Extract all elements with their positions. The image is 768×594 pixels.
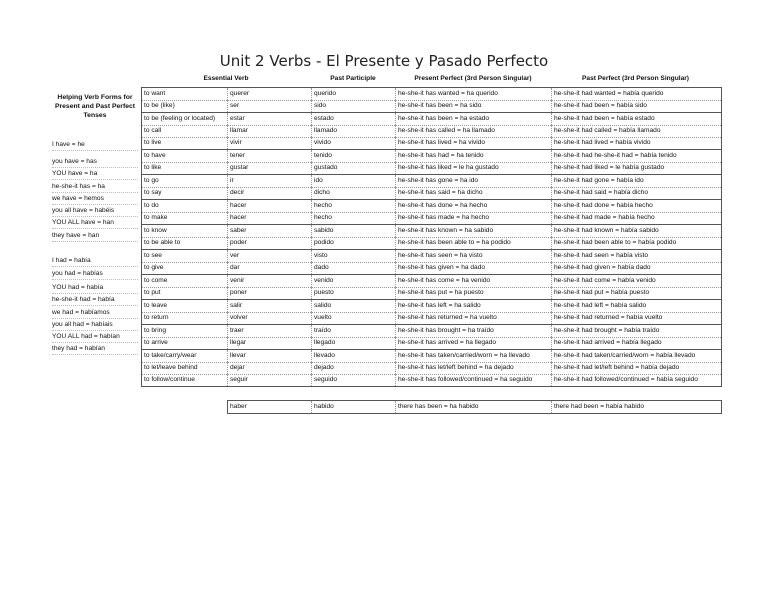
cell-infinitive: to arrive	[142, 337, 228, 349]
cell-past-perfect: he-she-it had said = había dicho	[554, 189, 649, 196]
cell-essential-verb: estar	[228, 113, 312, 125]
cell-past-perfect: he-she-it had wanted = había querido	[554, 90, 664, 97]
cell-past-perfect: he-she-it had arrived = había llegado	[554, 339, 662, 346]
cell-present-perfect: he-she-it has had = ha tenido	[396, 150, 552, 162]
cell-past-perfect: he-she-it had taken/carried/worn = había llevado	[554, 352, 696, 359]
cell-past-participle: podido	[312, 237, 396, 249]
cell-past-perfect: he-she-it had brought = había traído	[554, 327, 660, 334]
cell-infinitive: to give	[142, 262, 228, 274]
cell-essential-verb: poder	[228, 237, 312, 249]
helper-verb-item: they had = habían	[52, 343, 138, 355]
cell-present-perfect: he-she-it has said = ha dicho	[396, 187, 552, 199]
cell-past-perfect: he-she-it had left = había salido	[554, 302, 647, 309]
cell-essential-verb: decir	[228, 187, 312, 199]
cell-past-perfect: he-she-it had let/left behind = había dejado	[554, 364, 680, 371]
cell-present-perfect: he-she-it has gone = ha ido	[396, 175, 552, 187]
cell-essential-verb: poner	[228, 287, 312, 299]
cell-past-perfect: he-she-it had known = había sabido	[554, 227, 659, 234]
cell-present-perfect: he-she-it has done = ha hecho	[396, 200, 552, 212]
cell-infinitive: to see	[142, 250, 228, 262]
cell-essential-verb: hacer	[228, 200, 312, 212]
cell-infinitive: to follow/continue	[142, 374, 228, 386]
cell-past-perfect: he-she-it had put = había puesto	[554, 289, 650, 296]
cell-essential-verb: saber	[228, 225, 312, 237]
table-row	[142, 312, 721, 324]
helper-verb-item: we had = habíamos	[52, 307, 138, 319]
cell-essential-verb: llevar	[228, 350, 312, 362]
table-row	[142, 237, 721, 249]
cell-past-participle: puesto	[312, 287, 396, 299]
cell-essential-verb: dar	[228, 262, 312, 274]
verb-group	[141, 299, 722, 325]
haber-present-perfect: there has been = ha habido	[396, 401, 552, 413]
cell-past-perfect: he-she-it had followed/continued = había seguido	[554, 376, 698, 383]
cell-past-perfect: he-she-it had been able to = había podido	[554, 239, 677, 246]
cell-past-participle: dado	[312, 262, 396, 274]
cell-essential-verb: salir	[228, 300, 312, 312]
cell-present-perfect: he-she-it has been = ha estado	[396, 113, 552, 125]
header-past-perfect: Past Perfect (3rd Person Singular)	[582, 75, 689, 82]
haber-past-perfect: there had been = había habido	[554, 403, 645, 410]
cell-past-perfect: he-she-it had gone = había ido	[554, 177, 644, 184]
cell-infinitive: to have	[142, 150, 228, 162]
cell-past-participle: vivido	[312, 137, 396, 149]
helper-verb-item: YOU have = ha	[52, 168, 138, 180]
cell-present-perfect: he-she-it has left = ha salido	[396, 300, 552, 312]
table-row	[142, 337, 721, 349]
cell-essential-verb: venir	[228, 275, 312, 287]
verb-group	[141, 87, 722, 113]
cell-past-participle: dicho	[312, 187, 396, 199]
cell-present-perfect: he-she-it has seen = ha visto	[396, 250, 552, 262]
cell-past-participle: sabido	[312, 225, 396, 237]
cell-present-perfect: he-she-it has lived = ha vivido	[396, 137, 552, 149]
cell-infinitive: to put	[142, 287, 228, 299]
cell-past-participle: ido	[312, 175, 396, 187]
cell-past-perfect: he-she-it had made = había hecho	[554, 214, 655, 221]
cell-past-perfect: he-she-it had been = había estado	[554, 115, 655, 122]
verb-group	[141, 324, 722, 350]
cell-infinitive: to be (like)	[142, 100, 228, 112]
verb-group	[141, 349, 722, 387]
cell-infinitive: to want	[142, 88, 228, 100]
page-title: Unit 2 Verbs - El Presente y Pasado Perfecto	[219, 52, 549, 70]
cell-infinitive: to call	[142, 125, 228, 137]
cell-present-perfect: he-she-it has arrived = ha llegado	[396, 337, 552, 349]
cell-past-participle: gustado	[312, 162, 396, 174]
cell-infinitive: to come	[142, 275, 228, 287]
verb-group	[141, 199, 722, 225]
cell-essential-verb: tener	[228, 150, 312, 162]
cell-past-participle: tenido	[312, 150, 396, 162]
verb-group	[141, 174, 722, 200]
cell-past-perfect: he-she-it had given = había dado	[554, 264, 651, 271]
helper-verb-item: I had = había	[52, 255, 138, 267]
header-essential-verb: Essential Verb	[203, 75, 249, 82]
table-row	[142, 187, 721, 199]
cell-present-perfect: he-she-it has been able to = ha podido	[396, 237, 552, 249]
table-row	[142, 100, 721, 112]
cell-past-participle: querido	[312, 88, 396, 100]
cell-essential-verb: vivir	[228, 137, 312, 149]
cell-essential-verb: llamar	[228, 125, 312, 137]
cell-present-perfect: he-she-it has liked = le ha gustado	[396, 162, 552, 174]
cell-past-participle: llamado	[312, 125, 396, 137]
cell-past-participle: dejado	[312, 362, 396, 374]
cell-past-participle: llegado	[312, 337, 396, 349]
helper-verb-item: you all have = habéis	[52, 205, 138, 217]
cell-present-perfect: he-she-it has made = ha hecho	[396, 212, 552, 224]
verb-group	[141, 112, 722, 150]
cell-infinitive: to be (feeling or located)	[142, 113, 228, 125]
verb-group	[141, 249, 722, 275]
cell-past-participle: seguido	[312, 374, 396, 386]
cell-past-participle: salido	[312, 300, 396, 312]
helper-verb-item: you all had = habíais	[52, 319, 138, 331]
haber-infinitive: haber	[228, 401, 312, 413]
cell-present-perfect: he-she-it has returned = ha vuelto	[396, 312, 552, 324]
cell-essential-verb: seguir	[228, 374, 312, 386]
cell-essential-verb: gustar	[228, 162, 312, 174]
cell-past-perfect: he-she-it had called = había llamado	[554, 127, 661, 134]
cell-infinitive: to make	[142, 212, 228, 224]
helper-verb-item: he-she-it has = ha	[52, 181, 138, 193]
cell-past-participle: estado	[312, 113, 396, 125]
cell-present-perfect: he-she-it has let/left behind = ha dejado	[396, 362, 552, 374]
helper-verb-item: YOU ALL have = han	[52, 217, 138, 229]
helper-verb-item: I have = he	[52, 139, 138, 151]
verb-group	[141, 224, 722, 250]
cell-essential-verb: traer	[228, 325, 312, 337]
table-row	[142, 162, 721, 174]
cell-infinitive: to bring	[142, 325, 228, 337]
cell-essential-verb: ir	[228, 175, 312, 187]
cell-past-perfect: he-she-it had come = había venido	[554, 277, 656, 284]
cell-present-perfect: he-she-it has known = ha sabido	[396, 225, 552, 237]
cell-infinitive: to be able to	[142, 237, 228, 249]
table-row	[142, 287, 721, 299]
cell-past-perfect: he-she-it had seen = había visto	[554, 252, 649, 259]
helper-verb-item: we have = hemos	[52, 193, 138, 205]
cell-essential-verb: volver	[228, 312, 312, 324]
cell-present-perfect: he-she-it has put = ha puesto	[396, 287, 552, 299]
cell-past-participle: venido	[312, 275, 396, 287]
helper-verb-item: you have = has	[52, 156, 138, 168]
cell-past-participle: sido	[312, 100, 396, 112]
cell-essential-verb: ser	[228, 100, 312, 112]
cell-past-participle: traído	[312, 325, 396, 337]
cell-infinitive: to know	[142, 225, 228, 237]
cell-present-perfect: he-she-it has come = ha venido	[396, 275, 552, 287]
cell-present-perfect: he-she-it has wanted = ha querido	[396, 88, 552, 100]
table-row	[142, 262, 721, 274]
helper-verb-item: YOU ALL had = habían	[52, 331, 138, 343]
cell-infinitive: to like	[142, 162, 228, 174]
cell-past-participle: hecho	[312, 212, 396, 224]
cell-past-perfect: he-she-it had liked = le había gustado	[554, 164, 665, 171]
cell-essential-verb: dejar	[228, 362, 312, 374]
helper-verb-item: YOU had = había	[52, 282, 138, 294]
header-present-perfect: Present Perfect (3rd Person Singular)	[414, 75, 532, 82]
cell-past-perfect: he-she-it had been = había sido	[554, 102, 647, 109]
helper-verb-title: Helping Verb Forms for Present and Past Perfect Tenses	[54, 94, 136, 119]
cell-present-perfect: he-she-it has given = ha dado	[396, 262, 552, 274]
cell-present-perfect: he-she-it has been = ha sido	[396, 100, 552, 112]
cell-present-perfect: he-she-it has called = ha llamado	[396, 125, 552, 137]
header-past-participle: Past Participle	[330, 75, 376, 82]
cell-present-perfect: he-she-it has taken/carried/worn = ha llevado	[396, 350, 552, 362]
verb-group	[141, 274, 722, 300]
cell-present-perfect: he-she-it has followed/continued = ha seguido	[396, 374, 552, 386]
cell-infinitive: to let/leave behind	[142, 362, 228, 374]
helper-verb-item: they have = han	[52, 230, 138, 242]
table-row	[142, 137, 721, 149]
cell-past-perfect: he-she-it had returned = había vuelto	[554, 314, 663, 321]
cell-infinitive: to leave	[142, 300, 228, 312]
helper-verb-item: you had = habías	[52, 268, 138, 280]
haber-row	[227, 400, 722, 414]
cell-infinitive: to take/carry/wear	[142, 350, 228, 362]
cell-essential-verb: querer	[228, 88, 312, 100]
cell-past-participle: llevado	[312, 350, 396, 362]
cell-present-perfect: he-she-it has brought = ha traído	[396, 325, 552, 337]
cell-infinitive: to do	[142, 200, 228, 212]
helper-verb-item: he-she-it had = había	[52, 294, 138, 306]
cell-past-participle: hecho	[312, 200, 396, 212]
verb-group	[141, 149, 722, 175]
haber-participle: habido	[312, 401, 396, 413]
cell-past-participle: vuelto	[312, 312, 396, 324]
cell-essential-verb: hacer	[228, 212, 312, 224]
cell-infinitive: to say	[142, 187, 228, 199]
table-row	[142, 212, 721, 224]
cell-infinitive: to live	[142, 137, 228, 149]
cell-essential-verb: llegar	[228, 337, 312, 349]
cell-infinitive: to return	[142, 312, 228, 324]
cell-essential-verb: ver	[228, 250, 312, 262]
cell-past-perfect: he-she-it had done = había hecho	[554, 202, 653, 209]
cell-infinitive: to go	[142, 175, 228, 187]
cell-past-perfect: he-she-it had lived = había vivido	[554, 139, 651, 146]
cell-past-participle: visto	[312, 250, 396, 262]
table-row	[142, 374, 721, 386]
cell-past-perfect: he-she-it had he-she-it had = había tenido	[554, 152, 677, 159]
